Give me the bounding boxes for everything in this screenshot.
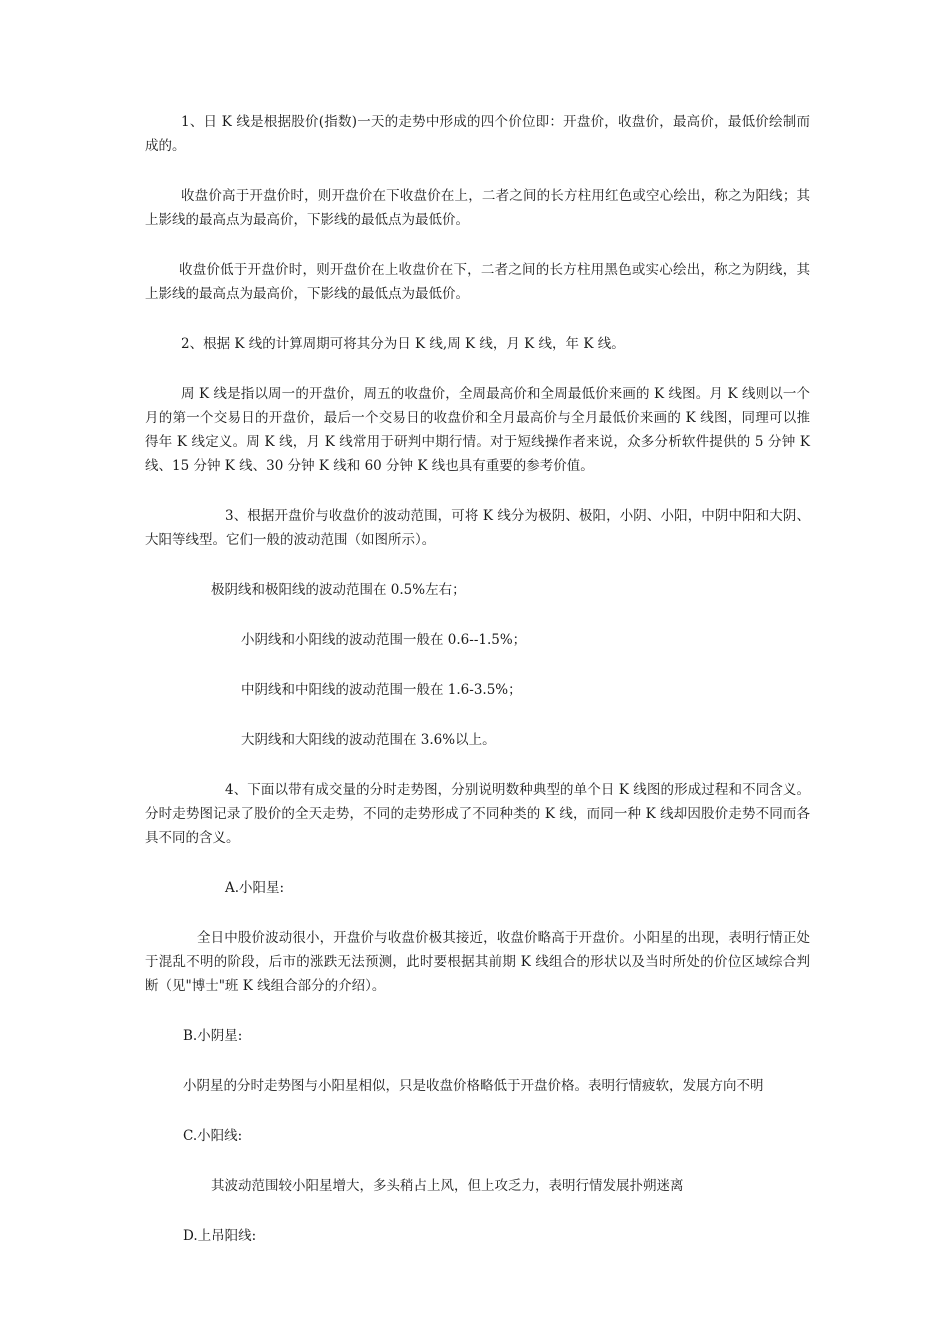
heading-c: C.小阳线: xyxy=(183,1128,243,1144)
paragraph-6: 3、根据开盘价与收盘价的波动范围，可将 K 线分为极阴、极阳，小阴、小阳，中阴中阳和大阴、大阳等线型。它们一般的波动范围（如图所示）。 xyxy=(145,508,810,548)
paragraph-5: 周 K 线是指以周一的开盘价，周五的收盘价，全周最高价和全周最低价来画的 K 线图。月 K 线则以一个月的第一个交易日的开盘价，最后一个交易日的收盘价和全月最高价与全月最低价来画的 K 线图，同理可以推得年 K 线定义。周 K 线，月 K 线常用于研判中期行情。对于短线操作者来说，众多分析软件提供的 5 分钟 K 线、15 分钟 K 线、30 分钟 K 线和 60 分钟 K 线也具有重要的参考价值。 xyxy=(145,386,810,474)
paragraph-3: 收盘价低于开盘价时，则开盘价在上收盘价在下，二者之间的长方柱用黑色或实心绘出，称之为阴线，其上影线的最高点为最高价，下影线的最低点为最低价。 xyxy=(145,262,810,302)
paragraph-8: 小阴线和小阳线的波动范围一般在 0.6--1.5%； xyxy=(241,632,527,648)
paragraph-9: 中阴线和中阳线的波动范围一般在 1.6-3.5%； xyxy=(241,682,522,698)
paragraph-2: 收盘价高于开盘价时，则开盘价在下收盘价在上，二者之间的长方柱用红色或空心绘出，称之为阳线；其上影线的最高点为最高价，下影线的最低点为最低价。 xyxy=(145,188,810,228)
heading-a: A.小阳星: xyxy=(225,880,285,896)
document-body xyxy=(145,110,810,1248)
heading-b: B.小阴星: xyxy=(183,1028,243,1044)
paragraph-10: 大阴线和大阳线的波动范围在 3.6%以上。 xyxy=(241,732,496,748)
paragraph-7: 极阴线和极阳线的波动范围在 0.5%左右； xyxy=(211,582,466,598)
paragraph-12: 全日中股价波动很小，开盘价与收盘价极其接近，收盘价略高于开盘价。小阳星的出现，表明行情正处于混乱不明的阶段，后市的涨跌无法预测，此时要根据其前期 K 线组合的形状以及当时所处的价位区域综合判断（见"博士"班 K 线组合部分的介绍）。 xyxy=(145,930,810,994)
heading-d: D.上吊阳线: xyxy=(183,1228,257,1244)
paragraph-1: 1、日 K 线是根据股价(指数)一天的走势中形成的四个价位即：开盘价，收盘价，最高价，最低价绘制而成的。 xyxy=(145,114,810,154)
paragraph-13: 小阴星的分时走势图与小阳星相似，只是收盘价格略低于开盘价格。表明行情疲软，发展方向不明 xyxy=(183,1078,764,1094)
paragraph-4: 2、根据 K 线的计算周期可将其分为日 K 线,周 K 线，月 K 线，年 K 线。 xyxy=(181,336,625,352)
paragraph-14: 其波动范围较小阳星增大，多头稍占上风，但上攻乏力，表明行情发展扑朔迷离 xyxy=(211,1178,684,1194)
paragraph-11: 4、下面以带有成交量的分时走势图，分别说明数种典型的单个日 K 线图的形成过程和不同含义。分时走势图记录了股价的全天走势，不同的走势形成了不同种类的 K 线，而同一种 K 线却因股价走势不同而各具不同的含义。 xyxy=(145,782,810,846)
